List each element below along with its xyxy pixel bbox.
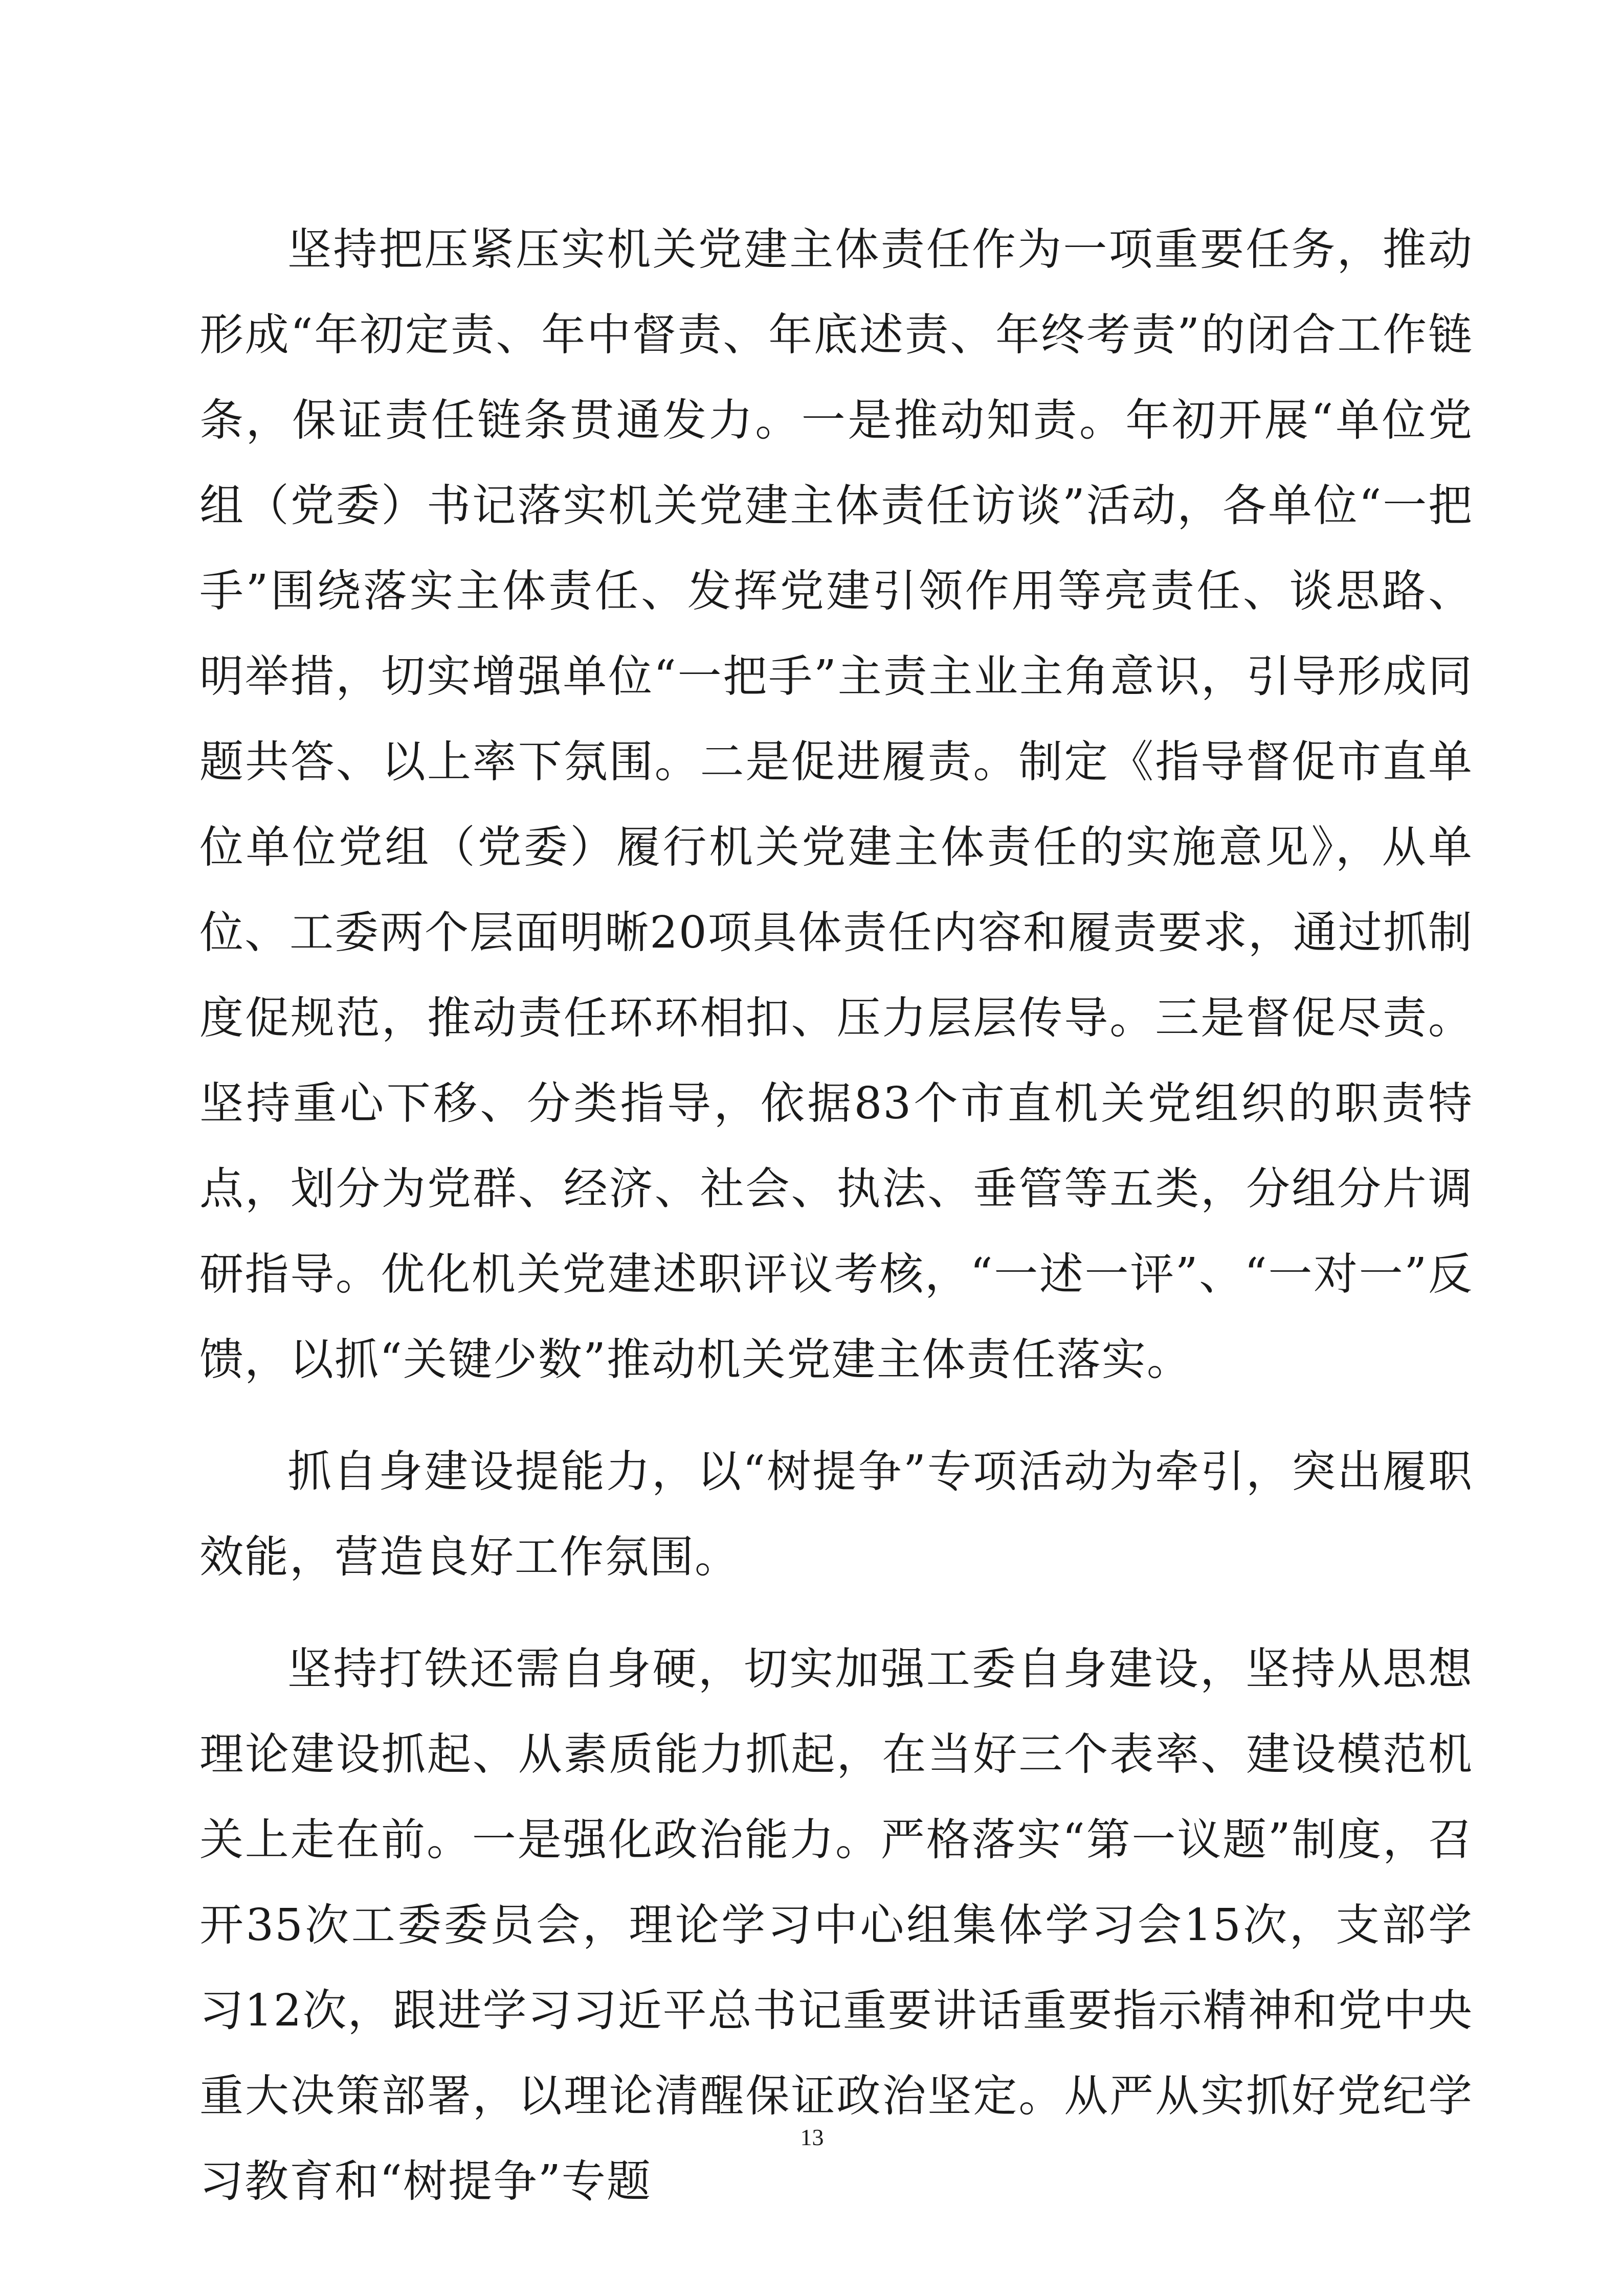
page-number: 13 [800, 2124, 824, 2150]
paragraph-responsibility-chain: 坚持把压紧压实机关党建主体责任作为一项重要任务，推动形成“年初定责、年中督责、年底述责、年终考责”的闭合工作链条，保证责任链条贯通发力。一是推动知责。年初开展“单位党组（党委）书记落实机关党建主体责任访谈”活动，各单位“一把手”围绕落实主体责任、发挥党建引领作用等亮责任、谈思路、明举措，切实增强单位“一把手”主责主业主角意识，引导形成同题共答、以上率下氛围。二是促进履责。制定《指导督促市直单位单位党组（党委）履行机关党建主体责任的实施意见》，从单位、工委两个层面明晰20项具体责任内容和履责要求，通过抓制度促规范，推动责任环环相扣、压力层层传导。三是督促尽责。坚持重心下移、分类指导，依据83个市直机关党组织的职责特点，划分为党群、经济、社会、执法、垂管等五类，分组分片调研指导。优化机关党建述职评议考核，“一述一评”、“一对一”反馈，以抓“关键少数”推动机关党建主体责任落实。 [199, 224, 1473, 1385]
body-text [199, 207, 1473, 2224]
paragraph-self-building-detail: 坚持打铁还需自身硬，切实加强工委自身建设，坚持从思想理论建设抓起、从素质能力抓起，在当好三个表率、建设模范机关上走在前。一是强化政治能力。严格落实“第一议题”制度，召开35次工委委员会，理论学习中心组集体学习会15次，支部学习12次，跟进学习习近平总书记重要讲话重要指示精神和党中央重大决策部署，以理论清醒保证政治坚定。从严从实抓好党纪学习教育和“树提争”专题 [199, 1644, 1473, 2207]
paragraph-self-building-heading: 抓自身建设提能力，以“树提争”专项活动为牵引，突出履职效能，营造良好工作氛围。 [199, 1446, 1473, 1583]
